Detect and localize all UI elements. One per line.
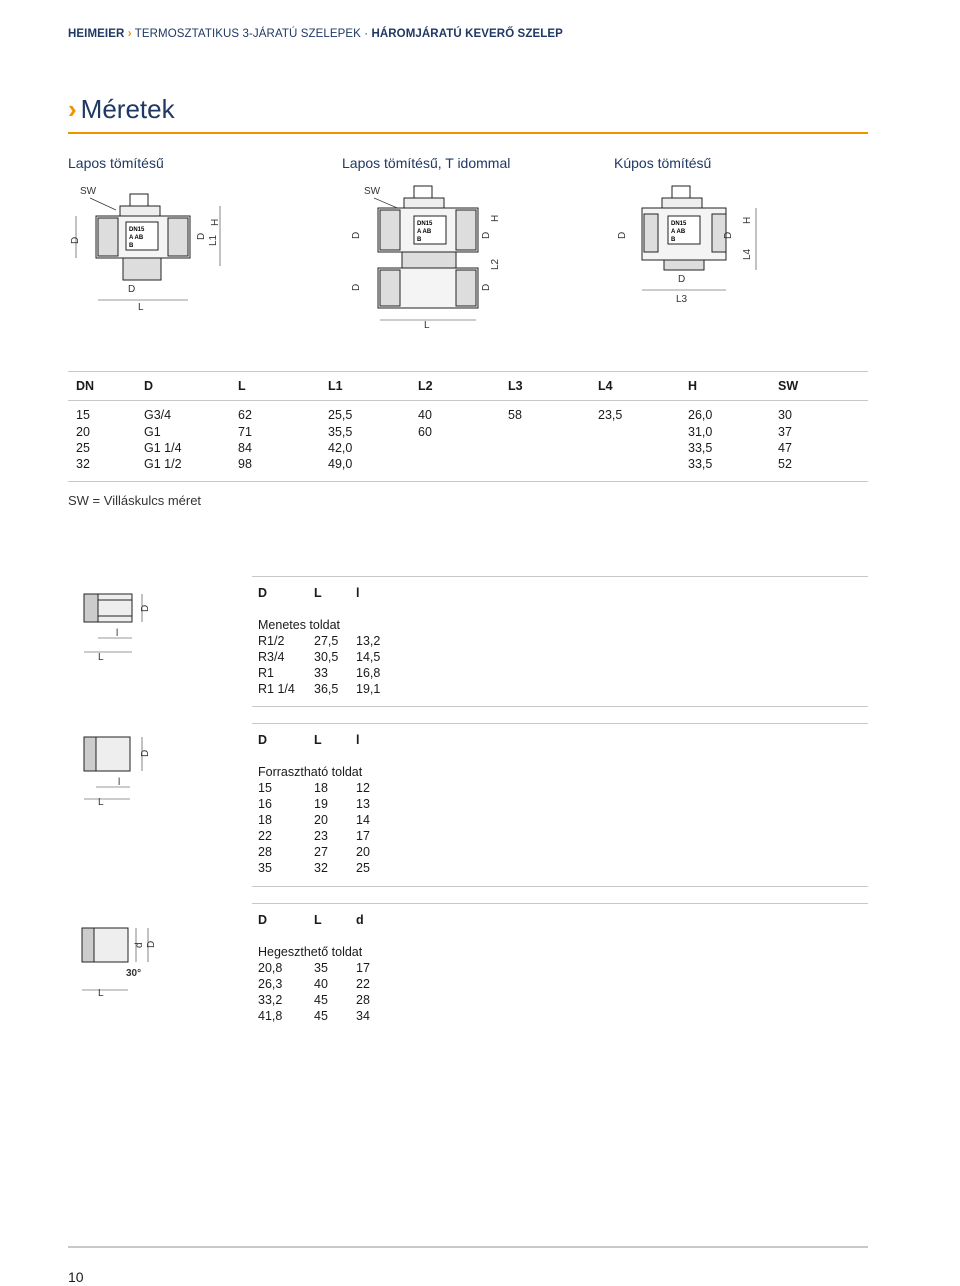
table-row	[258, 860, 396, 876]
table-cell: 15	[76, 408, 90, 422]
svg-text:DN15: DN15	[129, 227, 145, 233]
column-header: L2	[418, 379, 433, 393]
table-cell: 17	[356, 961, 370, 975]
table-cell: 45	[314, 993, 328, 1007]
table-cell: 30	[778, 408, 792, 422]
column-header: L4	[598, 379, 613, 393]
svg-text:SW: SW	[80, 186, 97, 197]
title-rule	[68, 132, 868, 134]
running-header	[68, 28, 563, 40]
table-cell: 35	[258, 861, 272, 875]
table-row	[258, 812, 396, 828]
table-row	[258, 665, 396, 681]
table-cell: 60	[418, 425, 432, 439]
table-cell: G1	[144, 425, 161, 439]
table-cell: 58	[508, 408, 522, 422]
table-cell: 13	[356, 797, 370, 811]
table-row	[258, 992, 396, 1008]
page-title	[68, 94, 175, 125]
table-cell: 35	[314, 961, 328, 975]
sw-note: SW = Villáskulcs méret	[68, 493, 202, 508]
table-header-rule	[68, 400, 868, 401]
svg-text:L4: L4	[742, 248, 753, 260]
table-cell: 33	[314, 666, 328, 680]
table-cell: 31,0	[688, 425, 713, 439]
svg-text:L: L	[98, 988, 104, 996]
table-cell	[598, 440, 688, 456]
svg-text:d: d	[134, 942, 145, 948]
solder-tailpiece-table	[258, 732, 396, 876]
table-cell: 22	[356, 977, 370, 991]
table-cell: 40	[418, 408, 432, 422]
table-cell: 18	[258, 813, 272, 827]
table-cell	[508, 456, 598, 472]
svg-text:D: D	[70, 236, 81, 244]
table-cell: 17	[356, 829, 370, 843]
table-cell: 33,5	[688, 441, 713, 455]
table-row	[258, 780, 396, 796]
table-cell: 28	[356, 993, 370, 1007]
tailpiece-header-row	[258, 732, 396, 748]
svg-text:B: B	[671, 237, 676, 243]
table-cell: 20,8	[258, 961, 283, 975]
brand-name: HEIMEIER	[68, 28, 125, 40]
table-cell: 36,5	[314, 682, 339, 696]
svg-text:D: D	[351, 231, 362, 239]
svg-text:L3: L3	[676, 294, 688, 305]
column-header: H	[688, 379, 698, 393]
table-bottom-rule	[68, 481, 868, 482]
table-cell: 23	[314, 829, 328, 843]
table-row	[258, 828, 396, 844]
table-cell	[598, 456, 688, 472]
svg-text:H: H	[210, 218, 221, 226]
svg-text:D: D	[196, 232, 207, 240]
subsection-title: HÁROMJÁRATÚ KEVERŐ SZELEP	[371, 28, 563, 40]
table-cell: 30,5	[314, 650, 339, 664]
table-cell: R3/4	[258, 650, 285, 664]
column-header: l	[356, 586, 360, 600]
section-title: TERMOSZTATIKUS 3-JÁRATÚ SZELEPEK	[134, 28, 361, 40]
table-cell: 32	[76, 457, 90, 471]
table-cell: R1 1/4	[258, 682, 295, 696]
table-cell	[418, 456, 508, 472]
title-chevron-icon: ›	[68, 94, 77, 124]
svg-text:DN15: DN15	[417, 221, 433, 227]
table-cell: G1 1/2	[144, 457, 182, 471]
table-cell: 18	[314, 781, 328, 795]
table-cell: 19	[314, 797, 328, 811]
svg-text:D: D	[617, 231, 628, 239]
column-header: L	[314, 733, 322, 747]
tail3-top-rule	[252, 903, 868, 904]
table-cell: G3/4	[144, 408, 172, 422]
chevron-icon: ›	[127, 28, 132, 40]
threaded-tailpiece-drawing	[78, 590, 158, 660]
table-cell	[418, 440, 508, 456]
column-header: D	[258, 586, 268, 600]
table-cell: 33,2	[258, 993, 283, 1007]
table-cell: 41,8	[258, 1009, 283, 1023]
table-cell: 27,5	[314, 634, 339, 648]
table-row	[76, 424, 838, 440]
table-cell: 47	[778, 441, 792, 455]
svg-text:B: B	[417, 237, 422, 243]
tailpiece-title: Hegeszthető toldat	[258, 945, 363, 959]
svg-text:D: D	[481, 231, 492, 239]
table-cell: 26,0	[688, 408, 713, 422]
column-header: d	[356, 913, 364, 927]
table-cell: 16	[258, 797, 272, 811]
caption-flat-seal-t: Lapos tömítésű, T idommal	[342, 155, 511, 171]
table-cell: 20	[76, 425, 90, 439]
tail1-top-rule	[252, 576, 868, 577]
table-cell: 15	[258, 781, 272, 795]
page-number: 10	[68, 1269, 84, 1285]
table-cell: 20	[314, 813, 328, 827]
svg-text:L: L	[424, 320, 430, 331]
svg-text:D: D	[481, 283, 492, 291]
table-cell: 71	[238, 425, 252, 439]
table-row	[76, 440, 838, 456]
table-cell: 45	[314, 1009, 328, 1023]
table-cell: 23,5	[598, 408, 623, 422]
tail2-bottom-rule	[252, 886, 868, 887]
table-cell: G1 1/4	[144, 441, 182, 455]
table-cell: 16,8	[356, 666, 381, 680]
svg-text:D: D	[140, 604, 151, 612]
svg-text:30°: 30°	[126, 968, 142, 979]
table-cell: 25	[76, 441, 90, 455]
table-cell: 62	[238, 408, 252, 422]
table-cell	[598, 424, 688, 440]
table-row	[258, 681, 396, 697]
svg-text:D: D	[140, 749, 151, 757]
column-header: L	[314, 586, 322, 600]
weld-tailpiece-table	[258, 912, 396, 1024]
table-row	[76, 456, 838, 472]
column-header: l	[356, 733, 360, 747]
footer-rule	[68, 1246, 868, 1248]
threaded-tailpiece-table	[258, 585, 396, 697]
table-row	[258, 1008, 396, 1024]
dimension-table	[76, 372, 868, 472]
table-cell: 35,5	[328, 425, 353, 439]
svg-text:D: D	[146, 940, 157, 948]
svg-text:l: l	[116, 628, 119, 639]
table-row	[76, 400, 838, 424]
table-cell: 37	[778, 425, 792, 439]
table-cell: 13,2	[356, 634, 381, 648]
svg-text:B: B	[129, 243, 134, 249]
table-cell: 14,5	[356, 650, 381, 664]
svg-text:A AB: A AB	[417, 229, 432, 235]
column-header: L	[314, 913, 322, 927]
svg-text:L: L	[98, 652, 104, 660]
table-cell: 14	[356, 813, 370, 827]
table-cell: 98	[238, 457, 252, 471]
column-header: DN	[76, 379, 95, 393]
table-cell: 42,0	[328, 441, 353, 455]
table-cell: 32	[314, 861, 328, 875]
table-cell	[508, 424, 598, 440]
svg-text:D: D	[128, 284, 136, 295]
svg-text:L: L	[138, 302, 144, 313]
caption-conical-seal: Kúpos tömítésű	[614, 155, 712, 171]
column-header: SW	[778, 379, 799, 393]
table-cell: 25,5	[328, 408, 353, 422]
caption-flat-seal: Lapos tömítésű	[68, 155, 164, 171]
svg-text:SW: SW	[364, 186, 381, 197]
column-header: L3	[508, 379, 523, 393]
valve-drawing-conical	[614, 180, 774, 305]
table-cell: 34	[356, 1009, 370, 1023]
tail2-top-rule	[252, 723, 868, 724]
svg-text:H: H	[490, 214, 501, 222]
svg-text:A AB: A AB	[129, 235, 144, 241]
column-header: D	[144, 379, 154, 393]
table-row	[258, 844, 396, 860]
svg-text:D: D	[351, 283, 362, 291]
svg-text:A AB: A AB	[671, 229, 686, 235]
table-row	[258, 649, 396, 665]
svg-text:L1: L1	[208, 234, 219, 246]
svg-text:L2: L2	[490, 258, 501, 270]
page-title-text: Méretek	[80, 94, 175, 124]
table-cell: 49,0	[328, 457, 353, 471]
table-cell	[508, 440, 598, 456]
table-cell: 40	[314, 977, 328, 991]
svg-text:D: D	[678, 274, 686, 285]
tailpiece-title: Forrasztható toldat	[258, 765, 363, 779]
column-header: L	[238, 379, 246, 393]
header-separator: ·	[364, 28, 369, 40]
table-cell: 26,3	[258, 977, 283, 991]
table-cell: 25	[356, 861, 370, 875]
table-cell: 12	[356, 781, 370, 795]
svg-text:DN15: DN15	[671, 221, 687, 227]
table-row	[258, 633, 396, 649]
table-cell: 28	[258, 845, 272, 859]
table-cell: 52	[778, 457, 792, 471]
table-cell: 84	[238, 441, 252, 455]
table-cell: 20	[356, 845, 370, 859]
tailpiece-header-row	[258, 912, 396, 928]
table-cell: 33,5	[688, 457, 713, 471]
table-row	[258, 976, 396, 992]
tailpiece-title: Menetes toldat	[258, 618, 340, 632]
table-row	[258, 960, 396, 976]
tail1-bottom-rule	[252, 706, 868, 707]
column-header: L1	[328, 379, 343, 393]
svg-text:H: H	[742, 216, 753, 224]
tailpiece-header-row	[258, 585, 396, 601]
svg-text:l: l	[118, 777, 121, 788]
weld-tailpiece-drawing	[78, 926, 168, 996]
table-cell: 27	[314, 845, 328, 859]
valve-drawing-flat	[68, 180, 228, 315]
solder-tailpiece-drawing	[78, 733, 158, 805]
valve-drawing-flat-t	[342, 180, 512, 330]
table-cell: 19,1	[356, 682, 381, 696]
svg-text:D: D	[723, 231, 734, 239]
column-header: D	[258, 913, 268, 927]
table-row	[258, 796, 396, 812]
table-cell: R1	[258, 666, 274, 680]
column-header: D	[258, 733, 268, 747]
table-cell: 22	[258, 829, 272, 843]
table-cell: R1/2	[258, 634, 285, 648]
svg-text:L: L	[98, 797, 104, 805]
